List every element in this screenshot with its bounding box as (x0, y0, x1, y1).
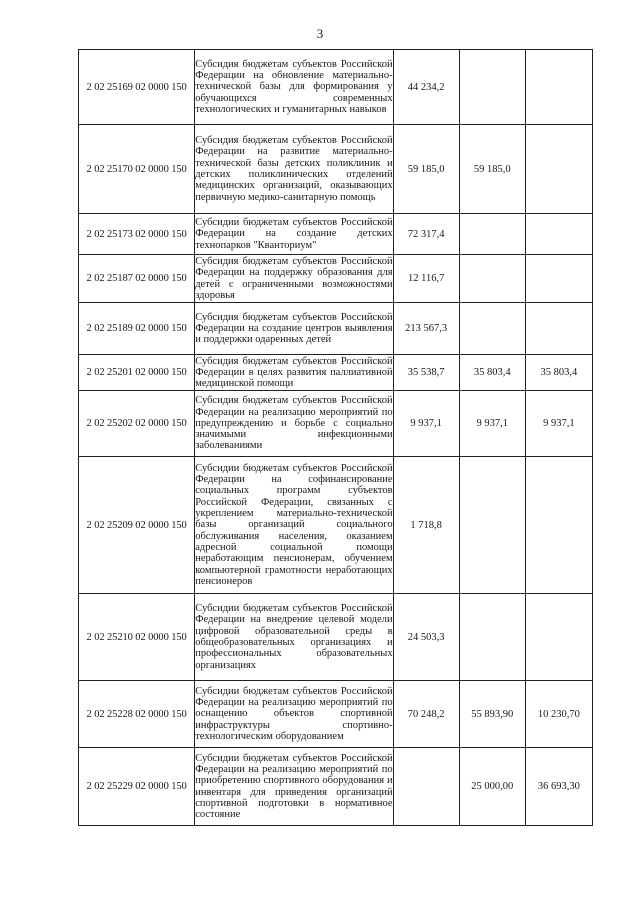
budget-code-cell: 2 02 25169 02 0000 150 (79, 50, 195, 125)
amount-cell-2 (459, 214, 525, 255)
budget-code-cell: 2 02 25210 02 0000 150 (79, 594, 195, 681)
amount-cell-1: 1 718,8 (393, 457, 459, 594)
description-cell: Субсидия бюджетам субъектов Российской Федерации на реализацию мероприятий по предупреждению и борьбе с социально значимыми инфекционными заболеваниями (195, 391, 393, 457)
amount-cell-2 (459, 457, 525, 594)
amount-cell-1: 24 503,3 (393, 594, 459, 681)
table-row (79, 355, 593, 391)
amount-cell-3: 36 693,30 (525, 748, 592, 826)
table-row (79, 594, 593, 681)
amount-cell-3 (525, 457, 592, 594)
amount-cell-1: 59 185,0 (393, 125, 459, 214)
amount-cell-2: 55 893,90 (459, 681, 525, 748)
amount-cell-2: 35 803,4 (459, 355, 525, 391)
amount-cell-3 (525, 125, 592, 214)
amount-cell-1: 72 317,4 (393, 214, 459, 255)
amount-cell-1: 44 234,2 (393, 50, 459, 125)
amount-cell-3: 10 230,70 (525, 681, 592, 748)
table-row (79, 125, 593, 214)
description-cell: Субсидия бюджетам субъектов Российской Федерации на развитие материально-технической базы детских поликлиник и детских поликлинических отделений медицинских организаций, оказывающих первичную медико-санитарную помощь (195, 125, 393, 214)
amount-cell-1: 35 538,7 (393, 355, 459, 391)
description-cell: Субсидии бюджетам субъектов Российской Федерации на внедрение целевой модели цифровой образовательной среды в общеобразовательных организациях и профессиональных образовательных организациях (195, 594, 393, 681)
budget-code-cell: 2 02 25170 02 0000 150 (79, 125, 195, 214)
amount-cell-3: 9 937,1 (525, 391, 592, 457)
description-cell: Субсидии бюджетам субъектов Российской Федерации на создание детских технопарков "Кванториум" (195, 214, 393, 255)
table-row (79, 50, 593, 125)
amount-cell-2: 9 937,1 (459, 391, 525, 457)
table-row (79, 681, 593, 748)
amount-cell-1 (393, 748, 459, 826)
amount-cell-3 (525, 594, 592, 681)
description-cell: Субсидия бюджетам субъектов Российской Федерации на обновление материально-технической базы для формирования у обучающихся современных технологических и гуманитарных навыков (195, 50, 393, 125)
table-row (79, 748, 593, 826)
description-cell: Субсидии бюджетам субъектов Российской Федерации на реализацию мероприятий по оснащению объектов спортивной инфраструктуры спортивно-технологическим оборудованием (195, 681, 393, 748)
page-number: 3 (316, 26, 324, 41)
table-row (79, 214, 593, 255)
budget-code-cell: 2 02 25228 02 0000 150 (79, 681, 195, 748)
budget-code-cell: 2 02 25187 02 0000 150 (79, 255, 195, 303)
budget-code-cell: 2 02 25229 02 0000 150 (79, 748, 195, 826)
description-cell: Субсидия бюджетам субъектов Российской Федерации на создание центров выявления и поддержки одаренных детей (195, 303, 393, 355)
amount-cell-1: 70 248,2 (393, 681, 459, 748)
amount-cell-2 (459, 50, 525, 125)
amount-cell-3 (525, 255, 592, 303)
amount-cell-1: 12 116,7 (393, 255, 459, 303)
table-row (79, 255, 593, 303)
amount-cell-3 (525, 50, 592, 125)
amount-cell-2: 25 000,00 (459, 748, 525, 826)
amount-cell-2 (459, 255, 525, 303)
amount-cell-1: 213 567,3 (393, 303, 459, 355)
amount-cell-3 (525, 214, 592, 255)
description-cell: Субсидии бюджетам субъектов Российской Федерации на реализацию мероприятий по приобретению спортивного оборудования и инвентаря для приведения организаций спортивной подготовки в нормативное состояние (195, 748, 393, 826)
budget-code-cell: 2 02 25173 02 0000 150 (79, 214, 195, 255)
budget-code-cell: 2 02 25209 02 0000 150 (79, 457, 195, 594)
description-cell: Субсидии бюджетам субъектов Российской Федерации на софинансирование социальных программ субъектов Российской Федерации, связанных с укреплением материально-технической базы организаций социального обслуживания населения, оказанием адресной социальной помощи неработающим пенсионерам, обучением компьютерной грамотности неработающих пенсионеров (195, 457, 393, 594)
amount-cell-2 (459, 594, 525, 681)
table-row (79, 457, 593, 594)
amount-cell-1: 9 937,1 (393, 391, 459, 457)
budget-table (78, 49, 593, 826)
amount-cell-3: 35 803,4 (525, 355, 592, 391)
amount-cell-3 (525, 303, 592, 355)
budget-code-cell: 2 02 25202 02 0000 150 (79, 391, 195, 457)
budget-code-cell: 2 02 25189 02 0000 150 (79, 303, 195, 355)
budget-code-cell: 2 02 25201 02 0000 150 (79, 355, 195, 391)
description-cell: Субсидия бюджетам субъектов Российской Федерации в целях развития паллиативной медицинской помощи (195, 355, 393, 390)
amount-cell-2: 59 185,0 (459, 125, 525, 214)
table-row (79, 391, 593, 457)
table-row (79, 303, 593, 355)
description-cell: Субсидия бюджетам субъектов Российской Федерации на поддержку образования для детей с ограниченными возможностями здоровья (195, 255, 393, 301)
amount-cell-2 (459, 303, 525, 355)
